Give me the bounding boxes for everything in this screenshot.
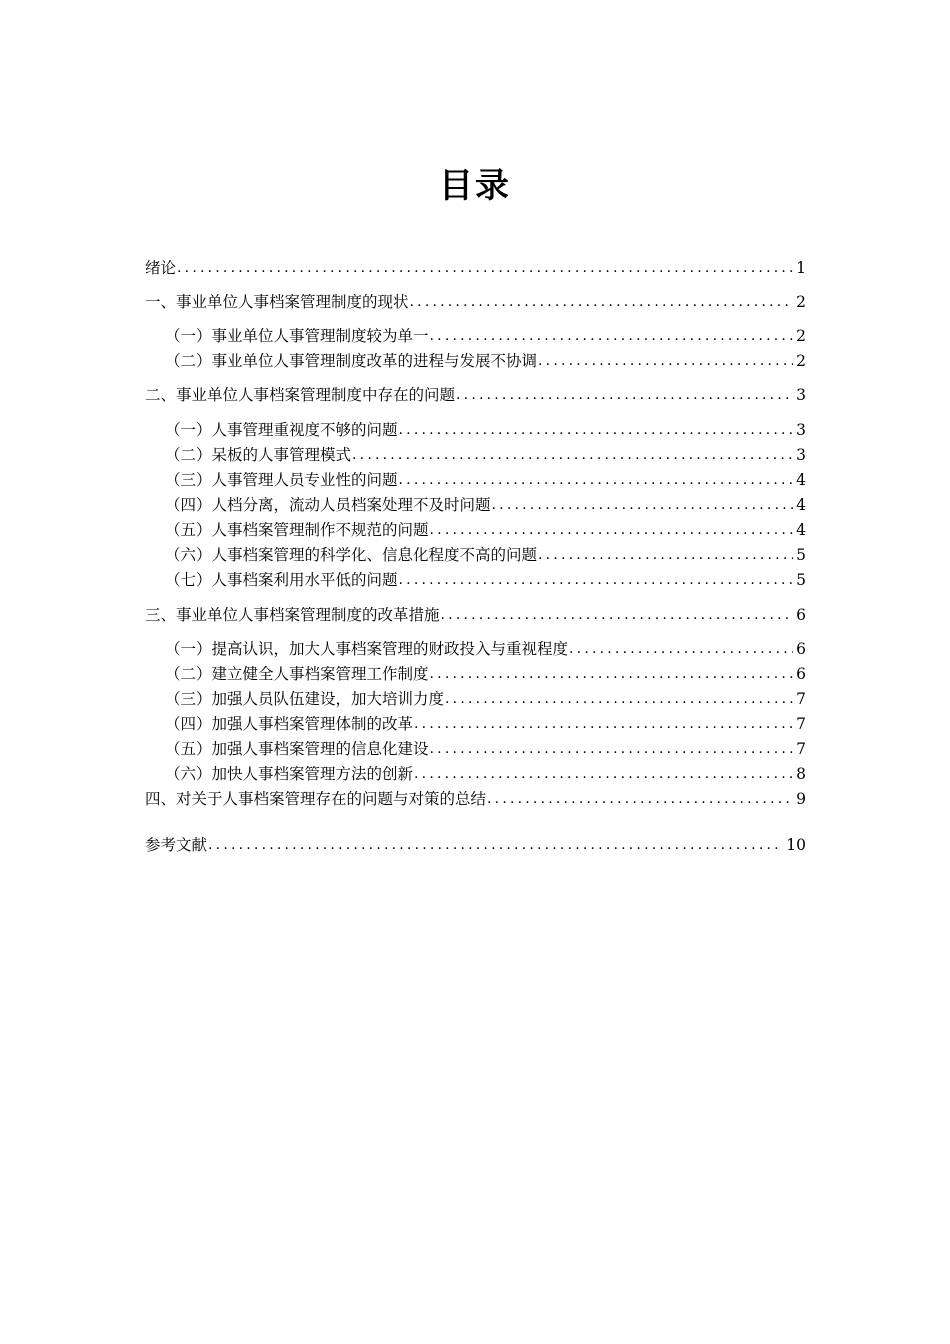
toc-entry-title: （三）人事管理人员专业性的问题 (165, 471, 398, 489)
toc-entry-title: （六）加快人事档案管理方法的创新 (165, 765, 414, 783)
toc-entry-title: （一）提高认识，加大人事档案管理的财政投入与重视程度 (165, 640, 569, 658)
toc-page-number: 3 (796, 386, 806, 404)
toc-leader-dots (208, 834, 783, 856)
toc-entry-section-1-2[interactable] (165, 350, 806, 372)
toc-entry-section-3-6[interactable] (165, 763, 806, 785)
toc-page-number: 4 (796, 496, 806, 514)
toc-entry-title: 绪论 (145, 259, 177, 277)
toc-leader-dots (487, 788, 793, 810)
toc-entry-references[interactable] (145, 834, 806, 856)
toc-leader-dots (538, 544, 793, 566)
toc-entry-section-3[interactable] (145, 604, 806, 626)
toc-entry-section-2-7[interactable] (165, 569, 806, 591)
toc-entry-title: （一）人事管理重视度不够的问题 (165, 421, 398, 439)
toc-entry-section-2-3[interactable] (165, 469, 806, 491)
toc-entry-section-2-2[interactable] (165, 444, 806, 466)
toc-entry-title: （七）人事档案利用水平低的问题 (165, 571, 398, 589)
toc-leader-dots (569, 638, 793, 660)
toc-page-number: 4 (796, 521, 806, 539)
toc-page-number: 2 (796, 293, 806, 311)
toc-entry-section-2-4[interactable] (165, 494, 806, 516)
toc-entry-section-1[interactable] (145, 291, 806, 313)
toc-entry-title: （二）事业单位人事管理制度改革的进程与发展不协调 (165, 352, 538, 370)
toc-entry-section-2[interactable] (145, 384, 806, 406)
toc-page-number: 1 (796, 259, 806, 277)
toc-entry-title: （五）人事档案管理制作不规范的问题 (165, 521, 429, 539)
toc-entry-section-1-1[interactable] (165, 325, 806, 347)
toc-leader-dots (430, 325, 794, 347)
toc-leader-dots (441, 604, 794, 626)
toc-leader-dots (177, 257, 793, 279)
toc-page-number: 3 (796, 446, 806, 464)
toc-page-number: 8 (796, 765, 806, 783)
toc-entry-title: （六）人事档案管理的科学化、信息化程度不高的问题 (165, 546, 538, 564)
toc-page-number: 7 (796, 740, 806, 758)
toc-page-number: 4 (796, 471, 806, 489)
toc-leader-dots (410, 291, 794, 313)
toc-entry-title: （二）建立健全人事档案管理工作制度 (165, 665, 429, 683)
toc-page-number: 5 (796, 546, 806, 564)
toc-entry-title: （一）事业单位人事管理制度较为单一 (165, 327, 429, 345)
toc-entry-section-2-1[interactable] (165, 419, 806, 441)
toc-entry-title: 四、对关于人事档案管理存在的问题与对策的总结 (145, 790, 487, 808)
toc-entry-title: （四）加强人事档案管理体制的改革 (165, 715, 414, 733)
toc-entry-title: 一、事业单位人事档案管理制度的现状 (145, 293, 409, 311)
toc-page-number: 9 (796, 790, 806, 808)
toc-leader-dots (399, 419, 794, 441)
toc-entry-section-2-5[interactable] (165, 519, 806, 541)
toc-entry-title: （四）人档分离，流动人员档案处理不及时问题 (165, 496, 491, 514)
toc-page-number: 6 (796, 606, 806, 624)
toc-leader-dots (399, 569, 794, 591)
toc-entry-title: （二）呆板的人事管理模式 (165, 446, 352, 464)
toc-entry-title: （三）加强人员队伍建设，加大培训力度 (165, 690, 445, 708)
toc-leader-dots (538, 350, 793, 372)
toc-page-number: 6 (796, 665, 806, 683)
toc-leader-dots (414, 763, 793, 785)
toc-entry-title: （五）加强人事档案管理的信息化建设 (165, 740, 429, 758)
toc-leader-dots (352, 444, 793, 466)
toc-leader-dots (430, 738, 794, 760)
toc-page-number: 2 (796, 327, 806, 345)
toc-entry-section-2-6[interactable] (165, 544, 806, 566)
toc-entry-section-3-5[interactable] (165, 738, 806, 760)
toc-entry-title: 参考文献 (145, 836, 208, 854)
toc-entry-section-3-3[interactable] (165, 688, 806, 710)
toc-entry-section-3-4[interactable] (165, 713, 806, 735)
toc-leader-dots (430, 663, 794, 685)
toc-leader-dots (414, 713, 793, 735)
page-title: 目录 (439, 166, 511, 206)
toc-entry-intro[interactable] (145, 257, 806, 279)
toc-entry-title: 三、事业单位人事档案管理制度的改革措施 (145, 606, 440, 624)
toc-entry-section-3-1[interactable] (165, 638, 806, 660)
toc-leader-dots (399, 469, 794, 491)
toc-page-number: 10 (786, 836, 806, 854)
toc-page-number: 2 (796, 352, 806, 370)
toc-page-number: 5 (796, 571, 806, 589)
toc-leader-dots (430, 519, 794, 541)
toc-page-number: 7 (796, 690, 806, 708)
toc-page-number: 7 (796, 715, 806, 733)
toc-leader-dots (492, 494, 794, 516)
toc-page-number: 6 (796, 640, 806, 658)
toc-leader-dots (445, 688, 793, 710)
toc-leader-dots (456, 384, 793, 406)
toc-entry-section-4[interactable] (145, 788, 806, 810)
toc-entry-title: 二、事业单位人事档案管理制度中存在的问题 (145, 386, 456, 404)
toc-entry-section-3-2[interactable] (165, 663, 806, 685)
toc-page-number: 3 (796, 421, 806, 439)
